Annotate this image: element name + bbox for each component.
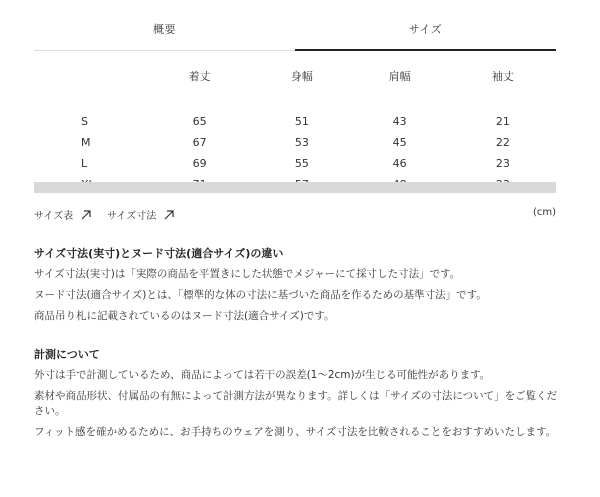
table-cell: 21 [495,115,510,128]
column-header-shoulder: 肩幅 [388,70,411,83]
section-title: サイズ寸法(実寸)とヌード寸法(適合サイズ)の違い [34,247,284,260]
size-difference-section [34,247,564,330]
section-paragraph: サイズ寸法(実寸)は「実際の商品を平置きにした状態でメジャーにて採寸した寸法」です。 [34,268,461,280]
table-cell: 65 [192,115,207,128]
table-cell: 67 [192,136,207,149]
size-chart-link[interactable] [34,207,92,222]
size-label: S [81,115,88,128]
section-paragraph: 外寸は手で計測しているため、商品によっては若干の誤差(1〜2cm)が生じる可能性があります。 [34,369,491,381]
horizontal-scrollbar[interactable] [34,182,556,193]
section-title: 計測について [34,348,100,361]
table-cell: 45 [392,136,407,149]
section-paragraph: ヌード寸法(適合サイズ)とは、「標準的な体の寸法に基づいた商品を作るための基準寸法」です。 [34,289,487,301]
tab-size[interactable]: サイズ [295,12,556,51]
table-cell: 43 [392,115,407,128]
table-header-row [34,62,556,90]
unit-label: (cm) [532,207,556,218]
table-cell: 51 [294,115,309,128]
table-cell: 53 [294,136,309,149]
size-links [34,207,556,225]
section-paragraph: 商品吊り札に記載されているのはヌード寸法(適合サイズ)です。 [34,310,335,322]
size-measurement-link[interactable] [107,207,175,222]
table-cell: 46 [392,157,407,170]
link-label: サイズ表 [34,211,74,222]
table-cell: 55 [294,157,309,170]
table-cell: 23 [495,157,510,170]
table-row [34,132,556,153]
size-table [34,62,556,195]
column-header-sleeve: 袖丈 [491,70,514,83]
table-row [34,111,556,132]
arrow-up-right-icon [163,209,175,221]
tab-overview[interactable]: 概要 [34,12,295,51]
tab-bar [34,12,556,52]
column-header-width: 身幅 [290,70,313,83]
arrow-up-right-icon [80,209,92,221]
link-label: サイズ寸法 [107,211,157,222]
table-cell: 22 [495,136,510,149]
section-paragraph: フィット感を確かめるために、お手持ちのウェアを測り、サイズ寸法を比較されることをおすすめいたします。 [34,426,557,438]
column-header-length: 着丈 [188,70,211,83]
table-row [34,153,556,174]
section-paragraph: 素材や商品形状、付属品の有無によって計測方法が異なります。詳しくは「サイズの寸法について」をご覧ください。 [34,390,558,417]
table-corner-cell [34,62,145,90]
size-label: M [81,136,91,149]
table-cell: 69 [192,157,207,170]
size-label: L [81,157,88,170]
measurement-section [34,348,564,446]
